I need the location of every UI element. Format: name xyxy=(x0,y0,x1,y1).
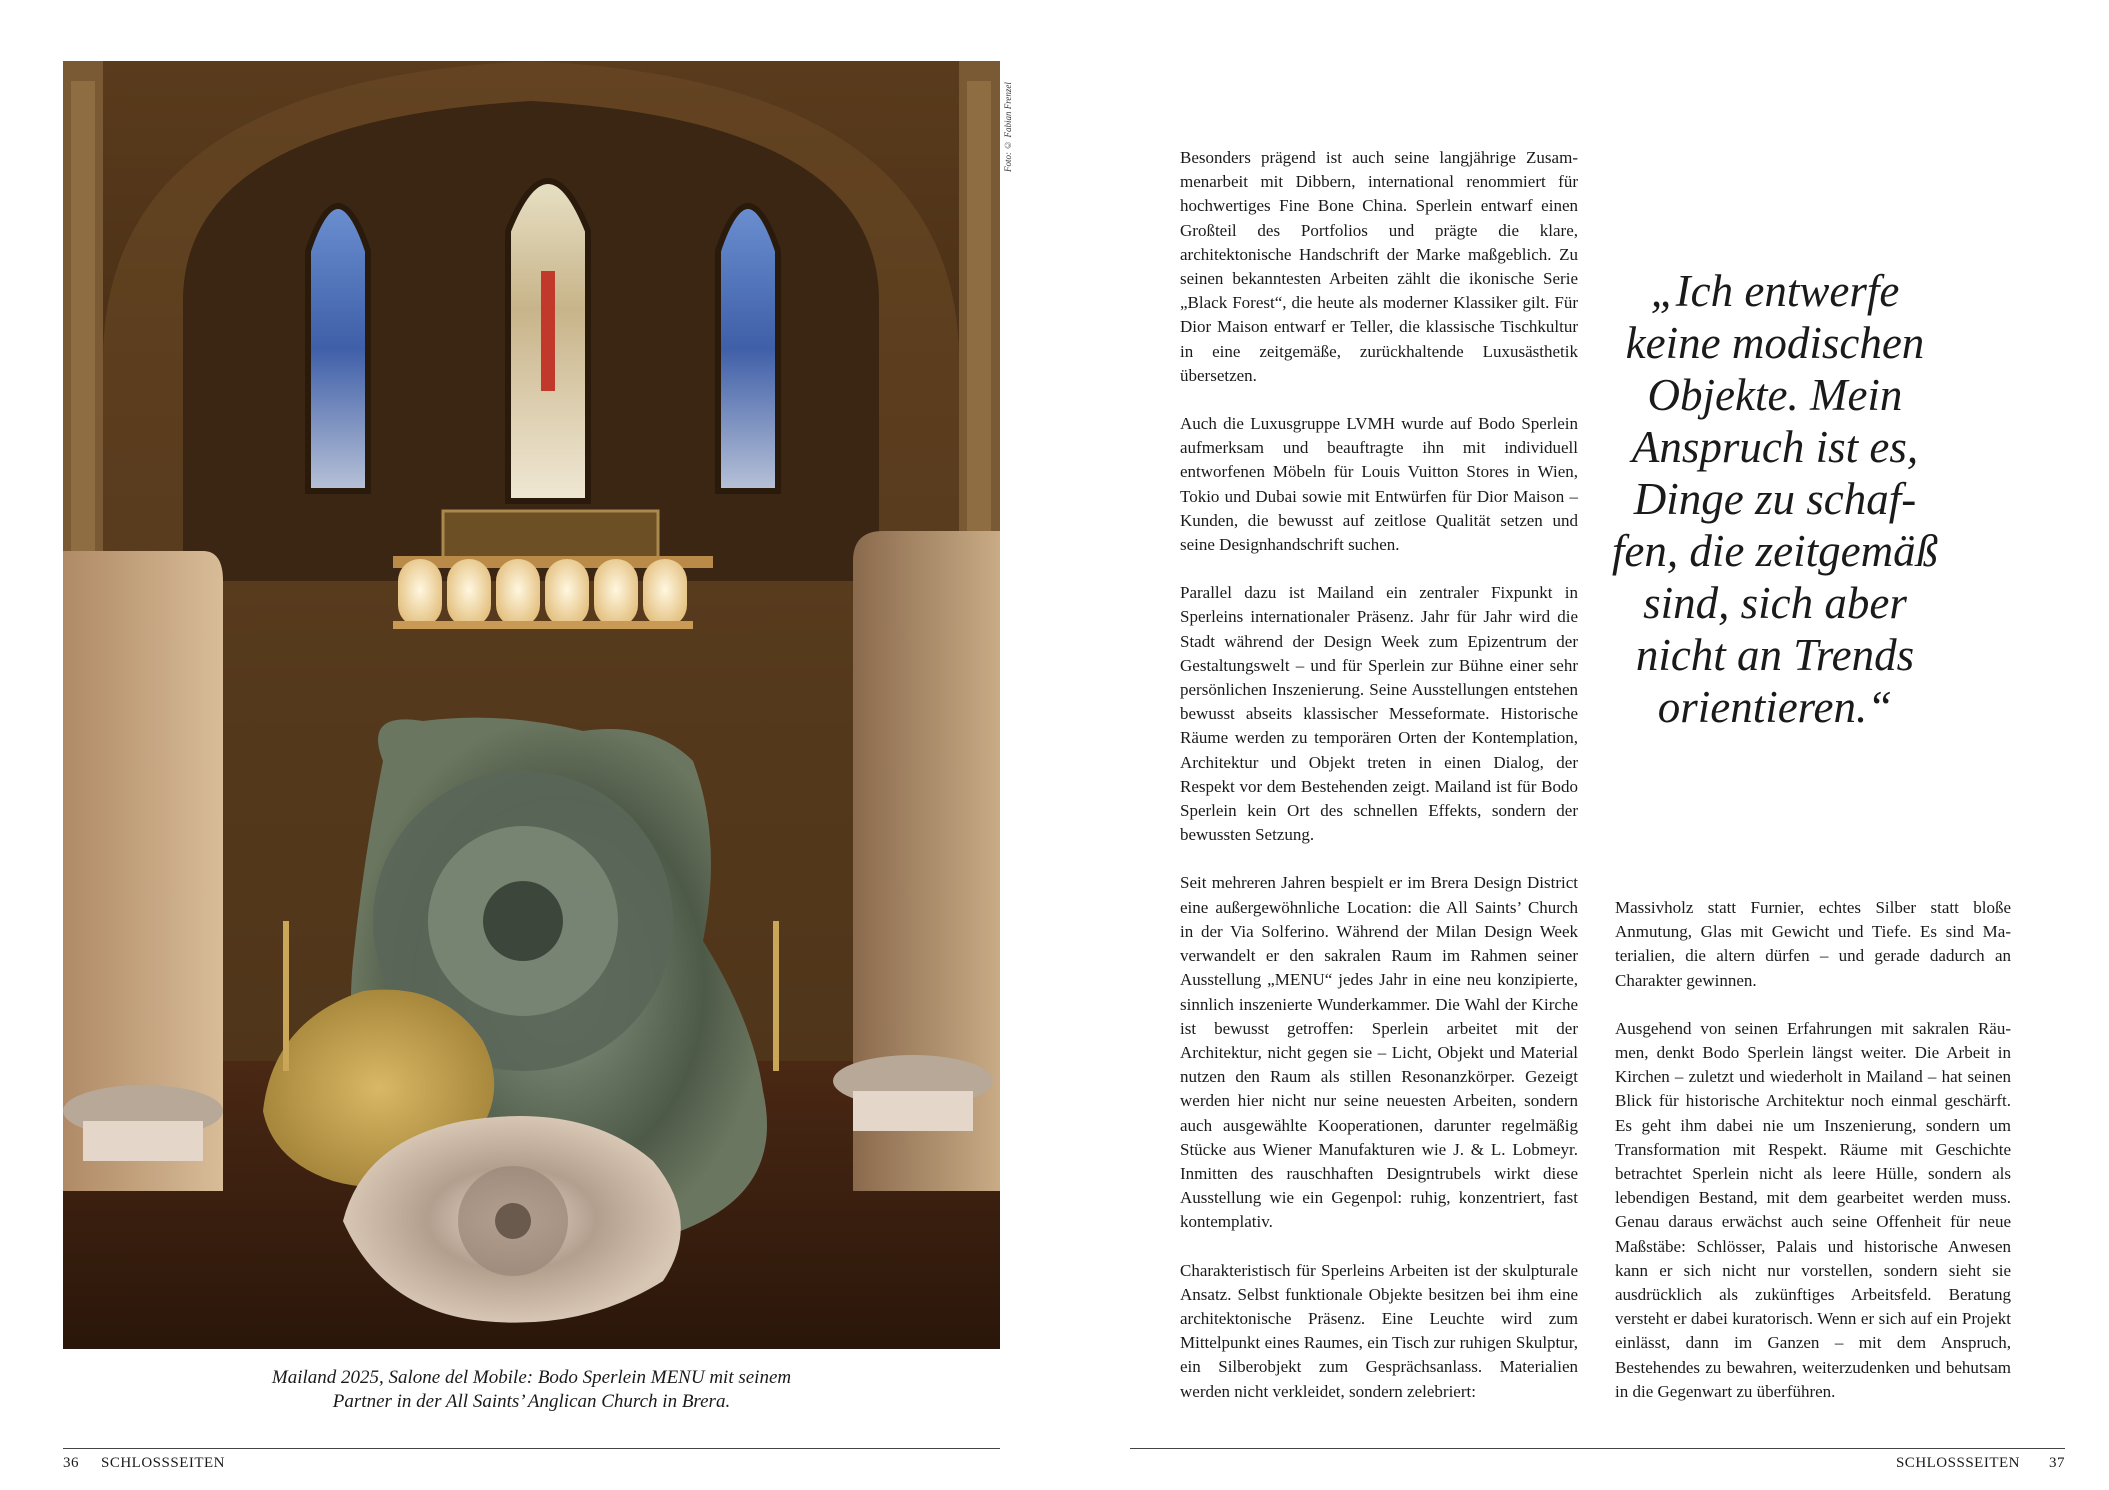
pull-quote-line: keine modischen xyxy=(1625,318,1925,368)
caption-line: Partner in der All Saints’ Anglican Church in Brera. xyxy=(332,1391,731,1412)
magazine-name-right: SCHLOSSSEITEN xyxy=(1895,1455,2020,1471)
footer-rule-left xyxy=(63,1448,1000,1449)
magazine-name-left: SCHLOSSSEITEN xyxy=(101,1455,226,1471)
pull-quote xyxy=(1610,265,1940,733)
paragraph: Charakteristisch für Sperleins Arbeiten ist der skulpturale Ansatz. Selbst funktionale Objekte besitzen bei ihm eine architektonische Präsenz. Eine Leuchte wird zum Mittelpunkt eines Raumes, ein Tisch zur ruhigen Skulptur, ein Silberobjekt zum Gesprächsanlass. Materialien werden nicht verkleidet, sondern zelebriert: xyxy=(1180,1260,1578,1401)
paragraph: Auch die Luxusgruppe LVMH wurde auf Bodo Sperlein aufmerksam und beauftragte ihn mit individuell entworfenen Möbeln für Louis Vuitton Stores in Wien, Tokio und Dubai sowie mit Entwürfen für Dior Maison – Kunden, die bewusst auf zeitlose Qualität setzen und seine Designhandschrift suchen. xyxy=(1180,414,1578,555)
paragraph: Massivholz statt Furnier, echtes Silber statt bloße Anmutung, Glas mit Gewicht und Tiefe. Es sind Materialien, die altern dürfen – und gerade dadurch an Charakter gewinnen. xyxy=(1615,898,2011,990)
paragraph: Besonders prägend ist auch seine langjährige Zusammenarbeit mit Dibbern, international renommiert für hochwertiges Fine Bone China. Sperlein entwarf einen Großteil des Portfolios und prägte die klare, architektonische Handschrift der Marke maßgeblich. Zu seinen bekanntesten Arbeiten zählt die ikonische Serie „Black Forest“, die heute als moderner Klassiker gilt. Für Dior Maison entwarf er Teller, die klassische Tischkultur in eine zeitgemäße, zurückhaltende Luxusästhetik übersetzen. xyxy=(1180,148,1578,385)
pull-quote-line: sind, sich aber xyxy=(1643,578,1907,628)
pull-quote-line: „Ich entwerfe xyxy=(1650,266,1900,316)
photo-caption xyxy=(63,1366,1000,1414)
church-installation-photo xyxy=(63,61,1000,1349)
paragraph: Parallel dazu ist Mailand ein zentraler Fixpunkt in Sperleins internationaler Präsenz. Jahr für Jahr wird die Stadt während der Design Week zum Epizentrum der Gestaltungswelt – und für Sperlein zur Bühne einer sehr persönlichen Inszenierung. Seine Ausstellungen entstehen bewusst abseits klassischer Messeformate. Historische Räume werden zu temporären Orten der Kontemplation, Architektur und Objekt treten in einen Dialog, der Respekt vor dem Bestehenden zeigt. Mailand ist für Bodo Sperlein kein Ort des schnellen Effekts, sondern der bewussten Setzung. xyxy=(1180,583,1578,845)
pull-quote-line: nicht an Trends xyxy=(1635,630,1915,680)
paragraph: Ausgehend von seinen Erfahrungen mit sakralen Räumen, denkt Bodo Sperlein längst weiter. Die Arbeit in Kirchen – zuletzt und wiederholt in Mailand – hat seinen Blick für historische Architektur noch einmal geschärft. Es geht ihm dabei nie um Inszenierung, sondern um Transformation mit Respekt. Räume mit Geschichte betrachtet Sperlein nicht als leere Hülle, sondern als lebendigen Bestand, mit dem gearbeitet werden muss. Genau daraus erwächst auch seine Offenheit für neue Maßstäbe: Schlösser, Palais und historische Anwesen kann er sich nicht nur vorstellen, sondern sieht sie ausdrücklich als zukünftiges Arbeitsfeld. Beratung versteht er dabei kuratorisch. Wenn er sich auf ein Projekt einlässt, dann im Ganzen – mit dem Anspruch, Bestehendes zu bewahren, weiterzudenken und behutsam in die Gegenwart zu überführen. xyxy=(1615,1018,2011,1401)
page-number-left: 36 xyxy=(63,1455,79,1471)
pull-quote-line: Dinge zu schaf- xyxy=(1633,474,1917,524)
pull-quote-line: orientieren.“ xyxy=(1657,682,1893,732)
paragraph: Seit mehreren Jahren bespielt er im Brera Design District eine außergewöhnliche Location: die All Saints’ Church in der Via Solferino. Während der Milan Design Week verwandelt er den sakralen Raum im Rahmen seiner Ausstellung „MENU“ jedes Jahr in eine neu konzipierte, sinnlich inszenierte Wunderkammer. Die Wahl der Kirche ist bewusst getroffen: Sperlein arbeitet mit der Architektur, nicht gegen sie – Licht, Objekt und Material nutzen den Raum als stillen Resonanzkörper. Gezeigt werden hier nicht nur seine neuesten Arbeiten, sondern auch ausgewählte Kooperationen, darunter regelmäßig Stücke aus Wiener Manufakturen wie J. & L. Lobmeyr. Inmitten des rauschhaften Designtrubels wirkt diese Ausstellung wie ein Gegenpol: ruhig, konzentriert, fast kontemplativ. xyxy=(1180,873,1578,1232)
caption-line: Mailand 2025, Salone del Mobile: Bodo Sperlein MENU mit seinem xyxy=(271,1367,792,1388)
photo-credit: Foto: © Fabian Frenzel xyxy=(1003,82,1013,172)
article-column-1 xyxy=(1180,146,1578,1404)
pull-quote-line: Anspruch ist es, xyxy=(1631,422,1919,472)
pull-quote-line: Objekte. Mein xyxy=(1647,370,1903,420)
article-column-2 xyxy=(1615,896,2011,1404)
page-number-right: 37 xyxy=(2049,1455,2065,1471)
footer-rule-right xyxy=(1130,1448,2065,1449)
pull-quote-line: fen, die zeitgemäß xyxy=(1611,526,1939,576)
